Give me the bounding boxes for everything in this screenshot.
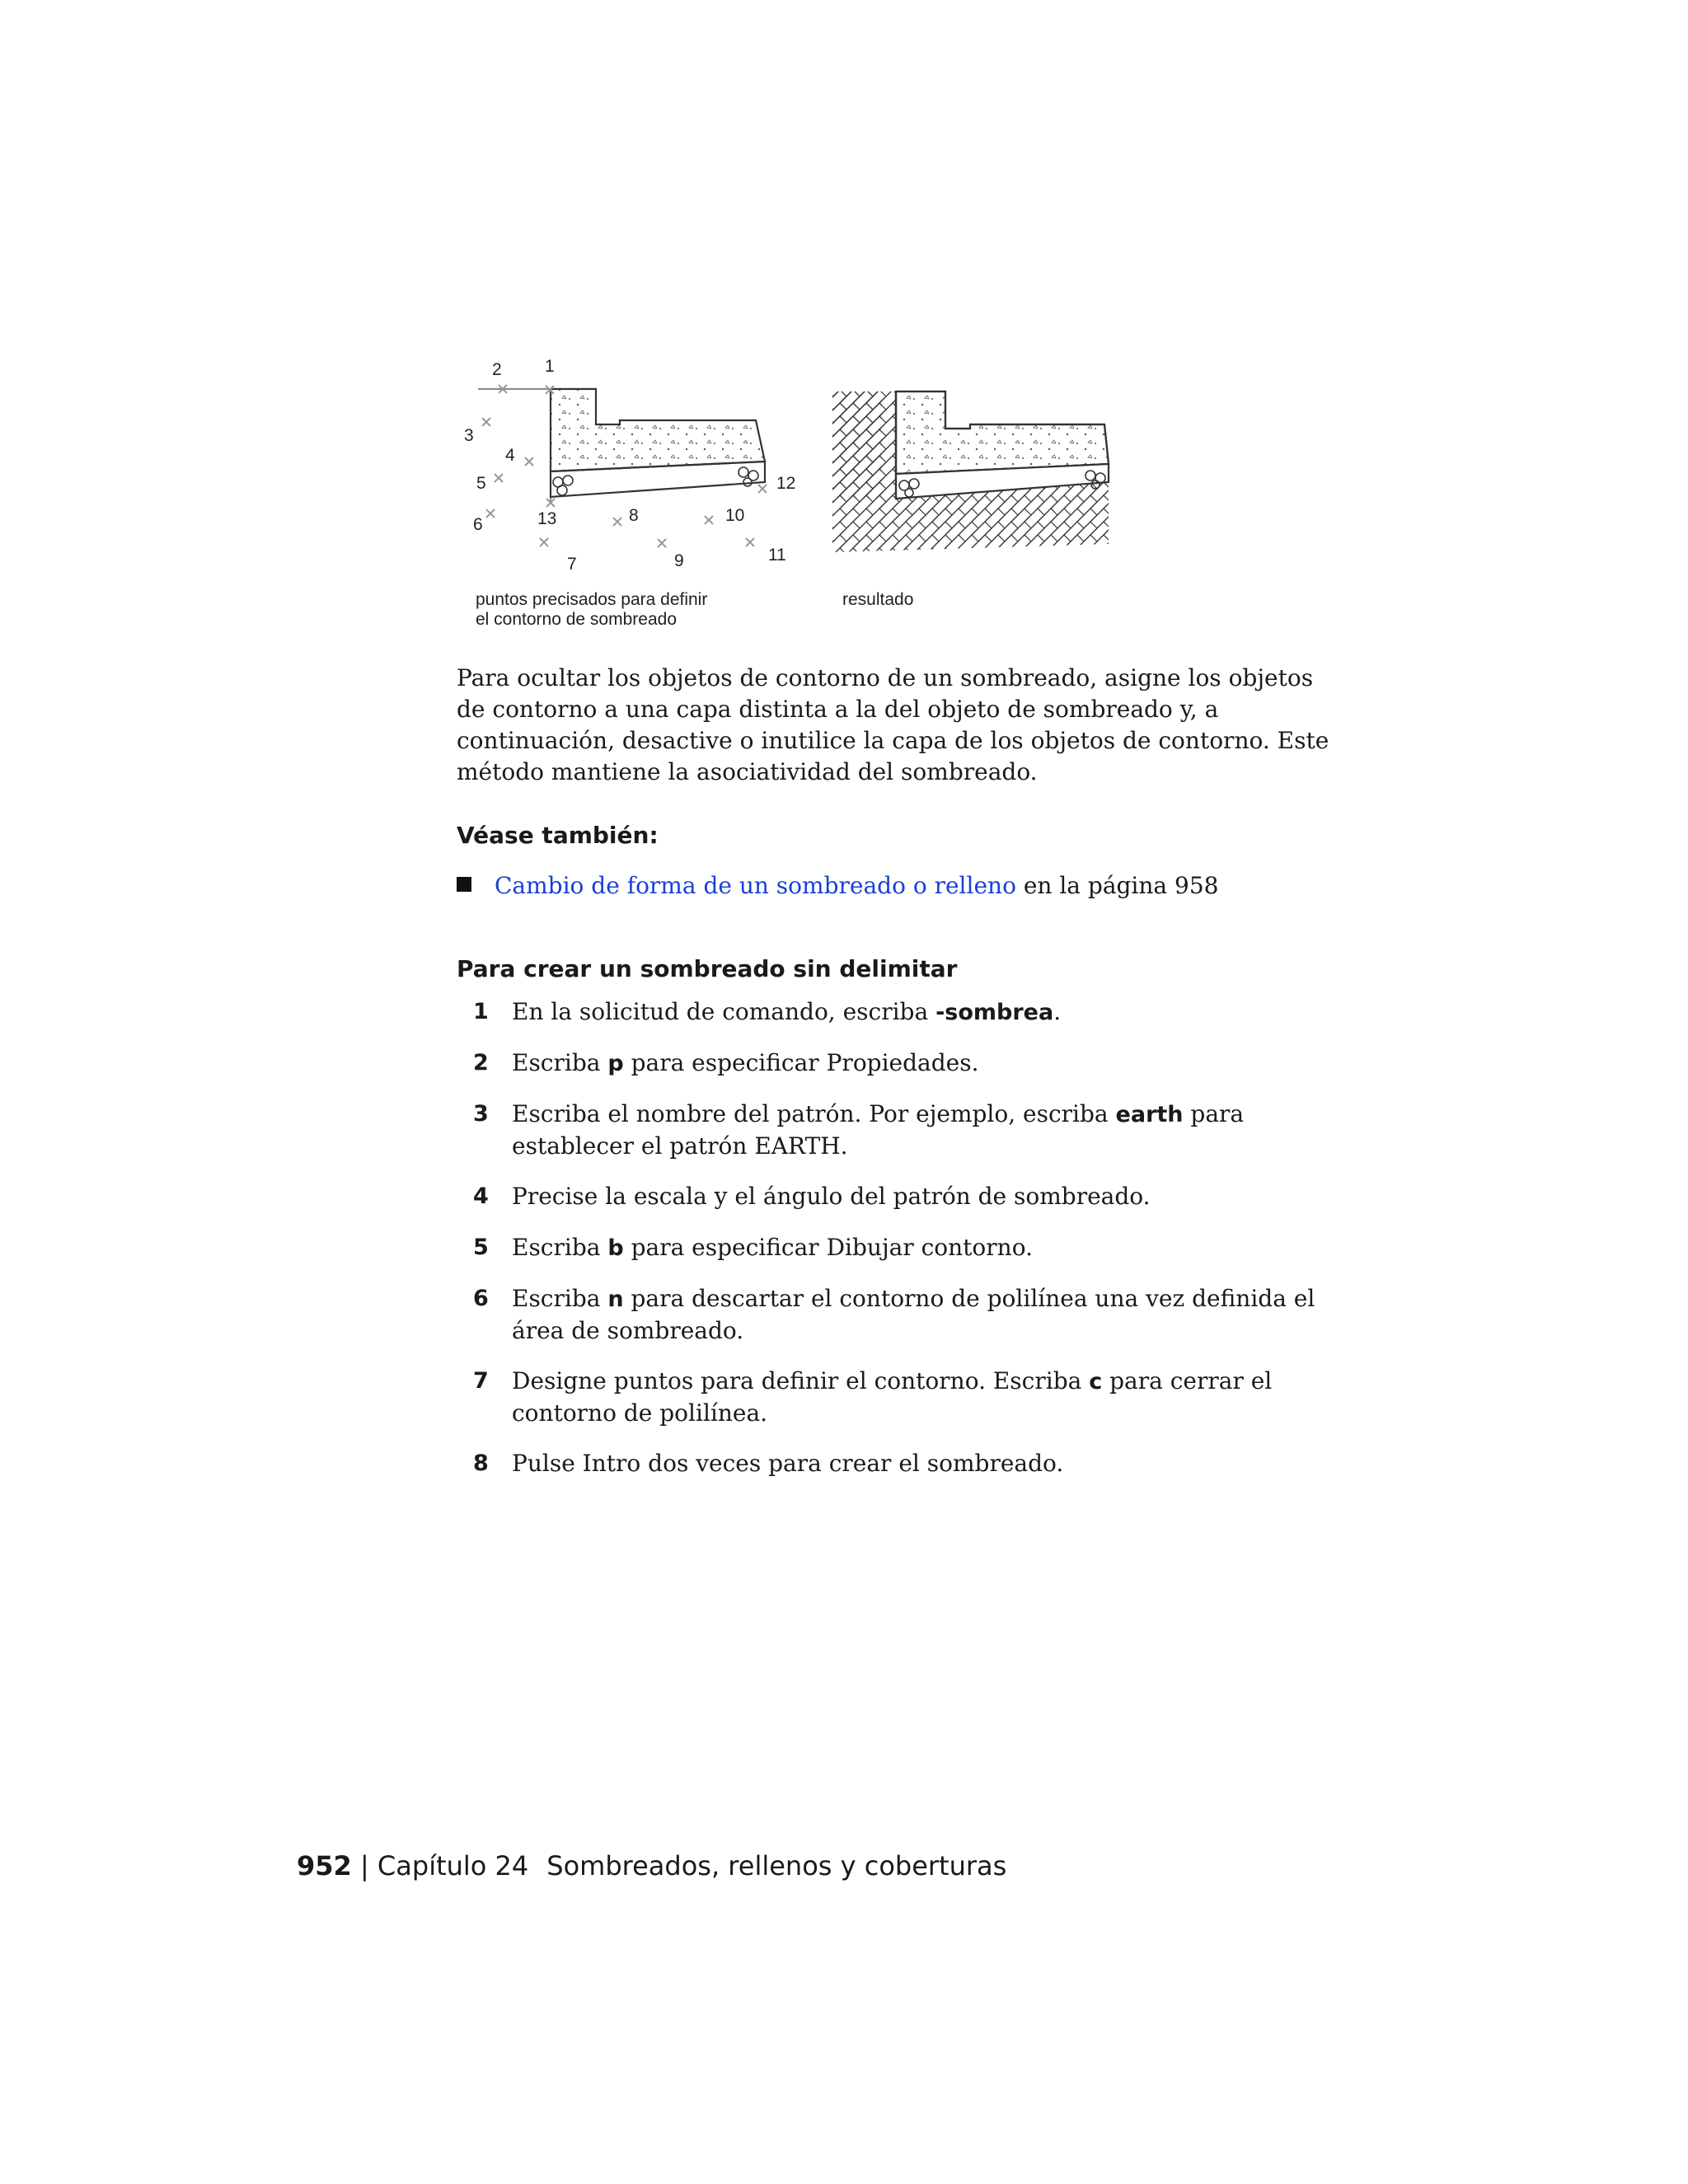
see-also-page-ref: en la página 958	[1015, 872, 1219, 899]
procedure-heading: Para crear un sombreado sin delimitar	[457, 955, 958, 982]
chapter-label: Capítulo 24	[377, 1850, 529, 1882]
caption-right: resultado	[842, 590, 914, 609]
caption-left-line2: el contorno de sombreado	[476, 610, 677, 629]
step-text: Pulse Intro dos veces para crear el sombreado.	[512, 1450, 1064, 1477]
step-number: 6	[473, 1286, 489, 1311]
step-number: 2	[473, 1050, 489, 1076]
step-keyword: n	[607, 1286, 624, 1312]
see-also-heading: Véase también:	[457, 822, 659, 849]
bullet-square-icon	[457, 877, 471, 892]
point-number-8: 8	[629, 506, 639, 525]
step-text: Escriba b para especificar Dibujar contorno.	[512, 1234, 1033, 1261]
hatch-boundary-figure	[457, 350, 1133, 639]
point-number-1: 1	[545, 357, 555, 376]
right-drawing	[832, 391, 1109, 552]
procedure-step	[473, 996, 1347, 1029]
see-also-link[interactable]: Cambio de forma de un sombreado o relleno	[495, 872, 1016, 899]
footer-separator: |	[351, 1850, 377, 1882]
step-text: Precise la escala y el ángulo del patrón de sombreado.	[512, 1183, 1151, 1210]
procedure-step	[473, 1448, 1347, 1480]
step-text: Escriba p para especificar Propiedades.	[512, 1049, 979, 1076]
step-keyword: -sombrea	[935, 1000, 1054, 1025]
step-keyword: b	[607, 1235, 624, 1261]
point-number-4: 4	[505, 446, 515, 465]
point-number-9: 9	[674, 551, 684, 570]
step-text: Escriba n para descartar el contorno de polilínea una vez definida el área de sombreado.	[512, 1285, 1315, 1344]
point-number-5: 5	[476, 474, 486, 493]
step-text: Designe puntos para definir el contorno. Escriba c para cerrar el contorno de polilínea.	[512, 1367, 1273, 1427]
procedure-step	[473, 1099, 1347, 1162]
page-number: 952	[297, 1850, 352, 1882]
point-number-13: 13	[537, 509, 557, 528]
procedure-step	[473, 1283, 1347, 1347]
hatch-illustration	[457, 350, 1133, 639]
step-keyword: earth	[1115, 1102, 1184, 1127]
step-number: 7	[473, 1368, 489, 1394]
point-number-11: 11	[768, 546, 786, 565]
procedure-step	[473, 1366, 1347, 1429]
step-number: 4	[473, 1183, 489, 1209]
step-number: 5	[473, 1235, 489, 1260]
point-number-7: 7	[567, 555, 577, 574]
step-number: 8	[473, 1451, 489, 1476]
caption-left-line1: puntos precisados para definir	[476, 590, 708, 609]
procedure-step	[473, 1181, 1347, 1213]
procedure-steps	[473, 996, 1347, 1499]
step-keyword: p	[607, 1051, 624, 1076]
point-number-12: 12	[776, 474, 796, 493]
step-text: En la solicitud de comando, escriba -sombrea.	[512, 998, 1062, 1025]
step-text: Escriba el nombre del patrón. Por ejemplo, escriba earth para establecer el patrón EARTH.	[512, 1100, 1245, 1160]
point-number-3: 3	[464, 426, 474, 445]
point-number-6: 6	[473, 515, 483, 534]
chapter-title: Sombreados, rellenos y coberturas	[546, 1850, 1007, 1882]
page-footer	[297, 1850, 1006, 1882]
left-drawing	[464, 357, 795, 574]
see-also-item	[457, 872, 1218, 899]
intro-paragraph: Para ocultar los objetos de contorno de un sombreado, asigne los objetos de contorno a una capa distinta a la del objeto de sombreado y, a continuación, desactive o inutilice la capa de los objetos de contorno. Este método mantiene la asociatividad del sombreado.	[457, 664, 1329, 785]
procedure-step	[473, 1047, 1347, 1080]
point-number-10: 10	[725, 506, 745, 525]
step-keyword: c	[1089, 1369, 1103, 1394]
point-number-2: 2	[492, 360, 502, 379]
procedure-step	[473, 1232, 1347, 1264]
step-number: 1	[473, 999, 489, 1024]
step-number: 3	[473, 1101, 489, 1127]
